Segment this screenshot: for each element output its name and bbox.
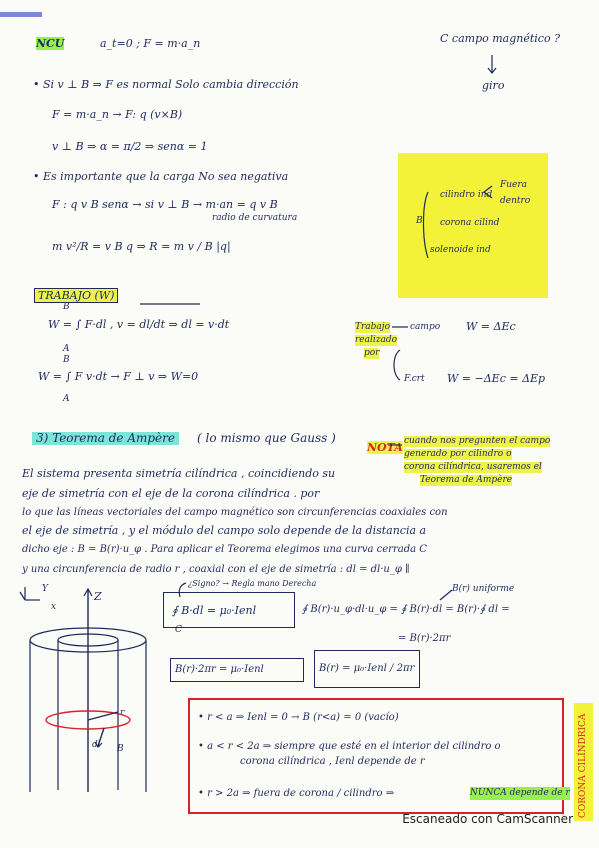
trabajo-lower-a1: A <box>63 344 70 354</box>
nota-line-3: corona cilíndrica, usaremos el <box>404 462 542 472</box>
paragraph-line-1: El sistema presenta simetría cilíndrica , coincidiendo su <box>22 467 336 480</box>
line-force-formula: F = m·a_n → F: q (v×B) <box>52 108 183 121</box>
trabajo-eq1: W = ∫ F·dl , v = dl/dt ⇒ dl = v·dt <box>48 318 230 331</box>
trabajo-fcrt: F.crt <box>404 374 425 384</box>
circulation-eq-result: = B(r)·2πr <box>398 633 451 644</box>
trabajo-realizado-3: por <box>364 348 380 358</box>
case-nunca: NUNCA depende de r <box>470 788 570 798</box>
paragraph-line-2: eje de simetría con el eje de la corona cilíndrica . por <box>22 487 320 500</box>
eq-b-result: B(r) = μ₀·Ienl / 2πr <box>319 663 415 674</box>
sticky-corona: corona cilind <box>440 218 500 228</box>
trabajo-realizado-2: realizado <box>355 335 398 345</box>
sticky-cilindro: cilindro ind <box>440 190 493 200</box>
eq-b-2pir: B(r)·2πr = μ₀·Ienl <box>175 664 264 675</box>
circulation-eq: ∮ B(r)·u_φ·dl·u_φ = ∮ B(r)·dl = B(r)·∮ dl = <box>302 604 510 615</box>
sticky-solenoide: solenoide ind <box>430 245 491 255</box>
nota-line-4: Teorema de Ampère <box>420 475 513 485</box>
sticky-b: B <box>416 216 423 226</box>
paragraph-line-4: el eje de simetría , y el módulo del campo solo depende de la distancia a <box>22 524 427 537</box>
case-a-r-2a-cont: corona cilíndrica , Ienl depende de r <box>240 756 425 767</box>
curve-c-label: C <box>175 625 182 635</box>
trabajo-upper-b2: B <box>63 355 70 365</box>
radio-curvatura-note: radio de curvatura <box>212 213 298 223</box>
paragraph-line-3: lo que las líneas vectoriales del campo magnético son circunferencias coaxiales con <box>22 507 448 518</box>
sticky-fuera: Fuera <box>500 180 528 190</box>
trabajo-campo-eq: W = ΔEc <box>466 320 516 333</box>
trabajo-title: TRABAJO (W) <box>34 288 118 303</box>
trabajo-brace <box>394 350 400 380</box>
campo-question: C campo magnético ? <box>440 32 560 45</box>
nota-line-2: generado por cilindro o <box>404 449 512 459</box>
line-alpha: v ⊥ B ⇒ α = π/2 ⇒ senα = 1 <box>52 140 208 153</box>
trabajo-campo: campo <box>410 322 441 332</box>
ampere-subtitle: ( lo mismo que Gauss ) <box>197 431 336 445</box>
side-banner-label: CORONA CILÍNDRICA <box>578 713 588 818</box>
trabajo-upper-b1: B <box>63 302 70 312</box>
b-uniforme-note: B(r) uniforme <box>452 584 515 594</box>
sticky-brace <box>424 192 429 258</box>
field-b-label: B <box>117 744 124 754</box>
giro-label: giro <box>482 79 505 92</box>
paragraph-line-5: dicho eje : B = B(r)·u_φ . Para aplicar el Teorema elegimos una curva cerrada C <box>22 544 427 555</box>
case-a-r-2a: • a < r < 2a ⇒ siempre que esté en el interior del cilindro o <box>198 741 501 752</box>
ncu-equation: a_t=0 ; F = m·a_n <box>100 37 201 50</box>
camscanner-footer: Escaneado con CamScanner <box>402 812 573 826</box>
signo-note: ¿Signo? → Regla mano Derecha <box>188 579 317 588</box>
trabajo-lower-a2: A <box>63 394 70 404</box>
axis-z-label: Z <box>94 590 102 603</box>
nota-line-1: cuando nos pregunten el campo <box>404 436 551 446</box>
line-carga: • Es importante que la carga No sea negativa <box>33 170 289 183</box>
case-r-less-a: • r < a ⇒ Ienl = 0 → B (r<a) = 0 (vacío) <box>198 712 399 723</box>
paragraph-line-6: y una circunferencia de radio r , coaxial con el eje de simetría : dl = dl·u_φ ∥ <box>22 564 410 575</box>
radius-equation: m v²/R = v B q ⇒ R = m v / B |q| <box>52 240 231 253</box>
line-force-perp: F : q v B senα → si v ⊥ B → m·an = q v B <box>52 198 278 211</box>
sticky-dentro: dentro <box>500 196 531 206</box>
dl-label: dl <box>92 740 101 750</box>
axis-x-label: x <box>51 602 57 612</box>
radius-r-label: r <box>120 708 125 718</box>
trabajo-fcrt-eq: W = −ΔEc = ΔEp <box>447 372 546 385</box>
ampere-title: 3) Teorema de Ampère <box>32 432 179 445</box>
case-r-greater-2a: • r > 2a ⇒ fuera de corona / cilindro ⇒ <box>198 788 395 799</box>
trabajo-eq2: W = ∫ F v·dt → F ⊥ v ⇒ W=0 <box>38 370 199 383</box>
axis-y-label: Y <box>42 584 48 594</box>
ncu-label: NCU <box>36 37 65 50</box>
line-perp-force: • Si v ⊥ B ⇒ F es normal Solo cambia dirección <box>33 78 299 91</box>
ampere-law-eq: ∮ B·dl = μ₀·Ienl <box>172 604 257 617</box>
nota-label: NOTA <box>367 441 403 454</box>
trabajo-realizado-1: Trabajo <box>355 322 391 332</box>
